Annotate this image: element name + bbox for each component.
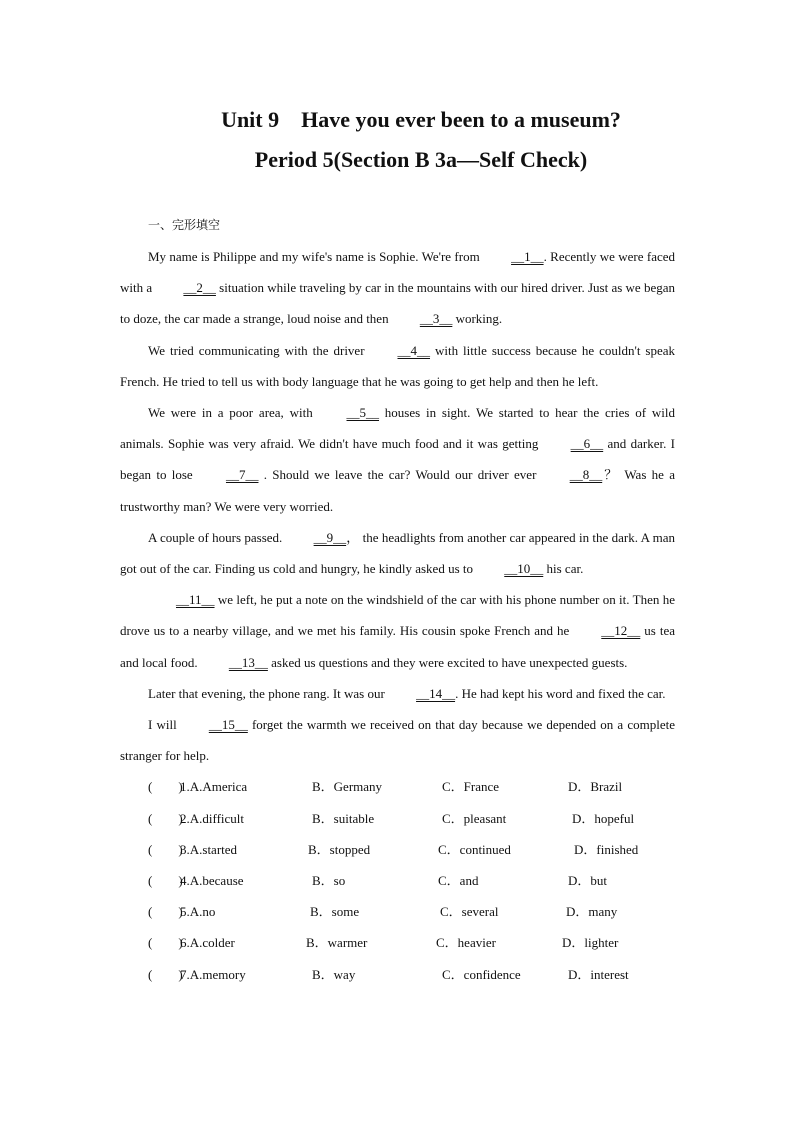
option-c: C．pleasant bbox=[442, 810, 507, 826]
passage-text: ， the headlights from another car appeared in the dark. A man got out of the car. Finding us cold and hungry, he kindly asked us to bbox=[120, 529, 675, 577]
option-b: B．warmer bbox=[306, 935, 368, 951]
cloze-blank: __5__ bbox=[346, 405, 380, 421]
option-c: C．several bbox=[440, 904, 499, 920]
passage-paragraph bbox=[120, 678, 675, 709]
passage-paragraph bbox=[120, 397, 675, 522]
passage-text: asked us questions and they were excited to have unexpected guests. bbox=[267, 654, 628, 670]
cloze-passage bbox=[120, 241, 675, 771]
passage-text: I will bbox=[148, 717, 181, 733]
cloze-blank: __15__ bbox=[208, 717, 248, 733]
passage-paragraph bbox=[120, 335, 675, 397]
option-c: C．and bbox=[438, 873, 479, 889]
passage-text: working. bbox=[452, 311, 503, 327]
answer-bracket: ( ) bbox=[148, 779, 183, 795]
question-row bbox=[120, 959, 675, 990]
answer-bracket: ( ) bbox=[148, 810, 183, 826]
answer-bracket: ( ) bbox=[148, 841, 183, 857]
option-a: 2.A.difficult bbox=[180, 810, 245, 826]
option-c: C．confidence bbox=[442, 966, 521, 982]
option-c: C．France bbox=[442, 779, 500, 795]
question-row bbox=[120, 771, 675, 802]
cloze-blank: __3__ bbox=[419, 311, 453, 327]
answer-bracket: ( ) bbox=[148, 873, 183, 889]
passage-text: forget the warmth we received on that day because we depended on a complete stranger for help. bbox=[120, 717, 675, 764]
question-row bbox=[120, 834, 675, 865]
option-b: B．suitable bbox=[312, 810, 375, 826]
option-b: B．some bbox=[310, 904, 360, 920]
passage-text: with little success because he couldn't speak French. He tried to tell us with body language that he was going to get help and then he left. bbox=[120, 342, 675, 389]
option-d: D．hopeful bbox=[572, 810, 635, 826]
answer-bracket: ( ) bbox=[148, 904, 183, 920]
passage-text: us tea and local food. bbox=[120, 623, 675, 670]
option-d: D．many bbox=[566, 904, 618, 920]
passage-text: . Should we leave the car? Would our driver ever bbox=[258, 467, 542, 483]
cloze-blank: __12__ bbox=[601, 623, 641, 639]
answer-bracket: ( ) bbox=[148, 966, 183, 982]
option-a: 5.A.no bbox=[180, 904, 216, 920]
option-a: 6.A.colder bbox=[180, 935, 235, 951]
cloze-blank: __7__ bbox=[225, 467, 259, 483]
section-label: 一、完形填空 bbox=[148, 218, 221, 232]
option-d: D．lighter bbox=[562, 935, 619, 951]
answer-options bbox=[120, 771, 675, 989]
title-period: Period 5(Section B 3a—Self Check) bbox=[254, 147, 588, 172]
question-row bbox=[120, 865, 675, 896]
passage-text: situation while traveling by car in the mountains with our hired driver. Just as we began to doze, the car made a strange, loud noise and then bbox=[120, 280, 676, 327]
passage-text: . Recently we were faced with a bbox=[120, 249, 676, 296]
passage-paragraph bbox=[120, 709, 675, 771]
option-c: C．heavier bbox=[436, 935, 496, 951]
option-c: C．continued bbox=[438, 841, 511, 857]
cloze-blank: __2__ bbox=[183, 280, 216, 296]
cloze-blank: __6__ bbox=[570, 436, 604, 452]
answer-bracket: ( ) bbox=[148, 935, 183, 951]
cloze-blank: __4__ bbox=[397, 342, 430, 358]
passage-text: . He had kept his word and fixed the car. bbox=[455, 685, 666, 701]
option-d: D．Brazil bbox=[568, 779, 623, 795]
cloze-blank: __11__ bbox=[176, 592, 215, 608]
option-b: B．so bbox=[312, 873, 346, 889]
passage-paragraph bbox=[120, 522, 675, 584]
cloze-blank: __10__ bbox=[504, 561, 544, 577]
passage-text: Later that evening, the phone rang. It was our bbox=[148, 685, 389, 701]
passage-paragraph bbox=[120, 584, 675, 678]
option-a: 3.A.started bbox=[180, 841, 238, 857]
option-b: B．stopped bbox=[308, 841, 371, 857]
cloze-blank: __9__ bbox=[313, 529, 347, 545]
cloze-blank: __8__ bbox=[569, 467, 603, 483]
passage-text: we left, he put a note on the windshield of the car with his phone number on it. Then he drove us to a nearby village, and we met his family. His cousin spoke French and he bbox=[120, 592, 675, 639]
option-d: D．finished bbox=[574, 841, 639, 857]
option-d: D．but bbox=[568, 873, 608, 889]
option-d: D．interest bbox=[568, 966, 629, 982]
page-title bbox=[0, 100, 794, 180]
question-row bbox=[120, 803, 675, 834]
passage-text: houses in sight. We started to hear the cries of wild animals. Sophie was very afraid. We didn't have much food and it was getting bbox=[120, 405, 676, 452]
passage-text: We tried communicating with the driver bbox=[148, 342, 370, 358]
cloze-blank: __1__ bbox=[511, 249, 544, 264]
cloze-blank: __14__ bbox=[416, 685, 456, 701]
passage-text: his car. bbox=[543, 561, 584, 577]
title-unit: Unit 9 Have you ever been to a museum? bbox=[221, 107, 621, 132]
passage-text: and darker. I began to lose bbox=[120, 436, 675, 483]
question-row bbox=[120, 896, 675, 927]
passage-text: We were in a poor area, with bbox=[148, 405, 319, 421]
cloze-blank: __13__ bbox=[228, 654, 268, 670]
passage-text: ？ Was he a trustworthy man? We were very worried. bbox=[120, 467, 675, 514]
passage-text: A couple of hours passed. bbox=[148, 529, 286, 545]
passage-paragraph bbox=[120, 241, 675, 335]
option-a: 1.A.America bbox=[180, 779, 248, 795]
cloze-body bbox=[120, 241, 675, 990]
option-b: B．way bbox=[312, 966, 356, 982]
passage-text: My name is Philippe and my wife's name is Sophie. We're from bbox=[148, 249, 484, 264]
option-a: 7.A.memory bbox=[180, 966, 246, 982]
option-a: 4.A.because bbox=[180, 873, 244, 889]
question-row bbox=[120, 927, 675, 958]
option-b: B．Germany bbox=[312, 779, 383, 795]
